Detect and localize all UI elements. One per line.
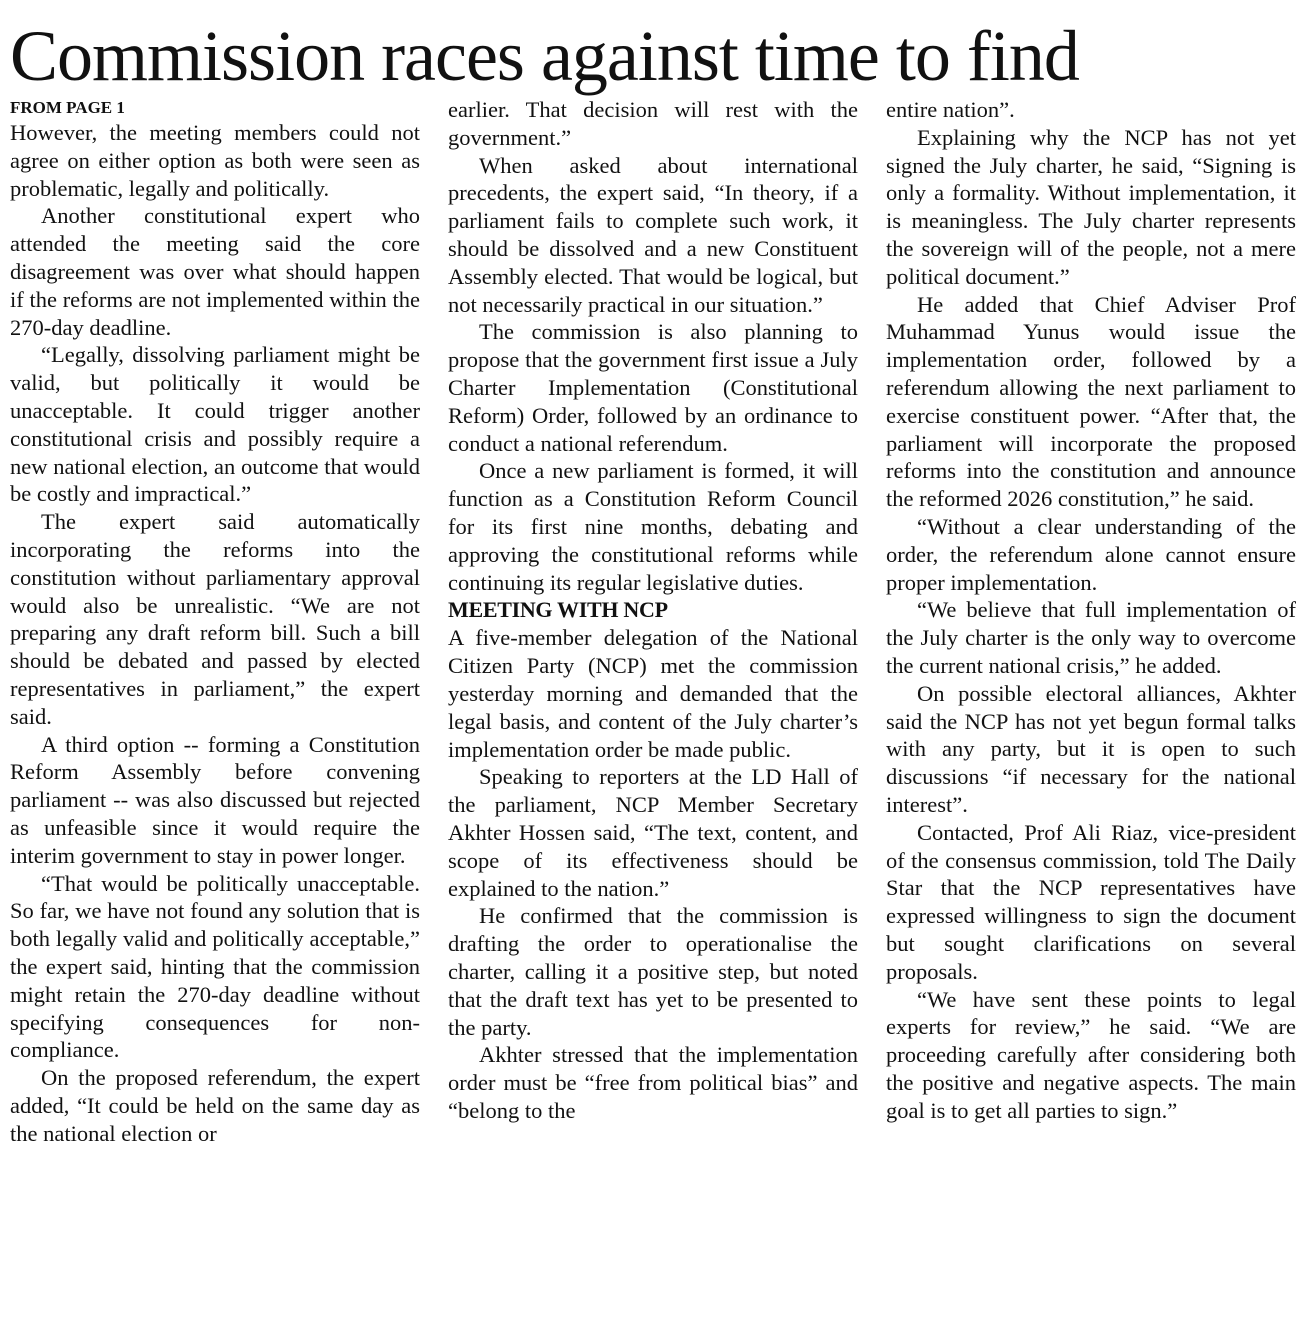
- paragraph: On the proposed referendum, the expert added, “It could be held on the same day as the national election or: [10, 1065, 420, 1146]
- paragraph: A five-member delegation of the National Citizen Party (NCP) met the commission yesterday morning and demanded that the legal basis, and content of the July charter’s implementation order be made public.: [448, 625, 858, 762]
- paragraph: “Legally, dissolving parliament might be valid, but politically it would be unacceptable. It could trigger another constitutional crisis and possibly require a new national election, an outcome that would be costly and impractical.”: [10, 342, 420, 507]
- paragraph: A third option -- forming a Constitution Reform Assembly before convening parliament -- was also discussed but rejected as unfeasible since it would require the interim government to stay in power longer.: [10, 731, 420, 868]
- paragraph: earlier. That decision will rest with the government.”: [448, 97, 858, 150]
- paragraph: Once a new parliament is formed, it will function as a Constitution Reform Council for its first nine months, debating and approving the constitutional reforms while continuing its regular legislative duties.: [448, 458, 858, 595]
- article-column-2: [448, 96, 858, 1324]
- paragraph: Explaining why the NCP has not yet signed the July charter, he said, “Signing is only a formality. Without implementation, it is meaningless. The July charter represents the sovereign will of the people, not a mere political document.”: [886, 124, 1296, 289]
- article-column-3: [886, 96, 1296, 1324]
- paragraph: When asked about international precedents, the expert said, “In theory, if a parliament fails to complete such work, it should be dissolved and a new Constituent Assembly elected. That would be logical, but not necessarily practical in our situation.”: [448, 152, 858, 317]
- paragraph: “Without a clear understanding of the order, the referendum alone cannot ensure proper implementation.: [886, 513, 1296, 595]
- paragraph: He confirmed that the commission is drafting the order to operationalise the charter, calling it a positive step, but noted that the draft text has yet to be presented to the party.: [448, 903, 858, 1040]
- paragraph: Another constitutional expert who attended the meeting said the core disagreement was over what should happen if the reforms are not implemented within the 270-day deadline.: [10, 203, 420, 340]
- article-column-1: [10, 96, 420, 1324]
- paragraph: Contacted, Prof Ali Riaz, vice-president of the consensus commission, told The Daily Star that the NCP representatives have expressed willingness to sign the document but sought clarifications on several proposals.: [886, 819, 1296, 984]
- continuation-label: FROM PAGE 1: [10, 98, 125, 117]
- paragraph: “We believe that full implementation of the July charter is the only way to overcome the current national crisis,” he added.: [886, 597, 1296, 678]
- paragraph: The commission is also planning to propose that the government first issue a July Charter Implementation (Constitutional Reform) Order, followed by an ordinance to conduct a national referendum.: [448, 319, 858, 456]
- paragraph: On possible electoral alliances, Akhter said the NCP has not yet begun formal talks with any party, but it is open to such discussions “if necessary for the national interest”.: [886, 680, 1296, 817]
- section-subhead: MEETING WITH NCP: [448, 597, 668, 623]
- paragraph: Akhter stressed that the implementation order must be “free from political bias” and “belong to the: [448, 1042, 858, 1123]
- headline: Commission races against time to find: [10, 16, 1079, 96]
- paragraph: Speaking to reporters at the LD Hall of the parliament, NCP Member Secretary Akhter Hossen said, “The text, content, and scope of its effectiveness should be explained to the nation.”: [448, 764, 858, 901]
- paragraph: “We have sent these points to legal experts for review,” he said. “We are proceeding carefully after considering both the positive and negative aspects. The main goal is to get all parties to sign.”: [886, 986, 1296, 1123]
- paragraph: However, the meeting members could not agree on either option as both were seen as problematic, legally and politically.: [10, 120, 420, 201]
- paragraph: He added that Chief Adviser Prof Muhammad Yunus would issue the implementation order, followed by a referendum allowing the next parliament to exercise constituent power. “After that, the parliament will incorporate the proposed reforms into the constitution and announce the reformed 2026 constitution,” he said.: [886, 291, 1296, 512]
- paragraph: entire nation”.: [886, 97, 1015, 122]
- paragraph: “That would be politically unacceptable. So far, we have not found any solution that is both legally valid and politically acceptable,” the expert said, hinting that the commission might retain the 270-day deadline without specifying consequences for non-compliance.: [10, 870, 420, 1063]
- paragraph: The expert said automatically incorporating the reforms into the constitution without parliamentary approval would also be unrealistic. “We are not preparing any draft reform bill. Such a bill should be debated and passed by elected representatives in parliament,” the expert said.: [10, 509, 420, 729]
